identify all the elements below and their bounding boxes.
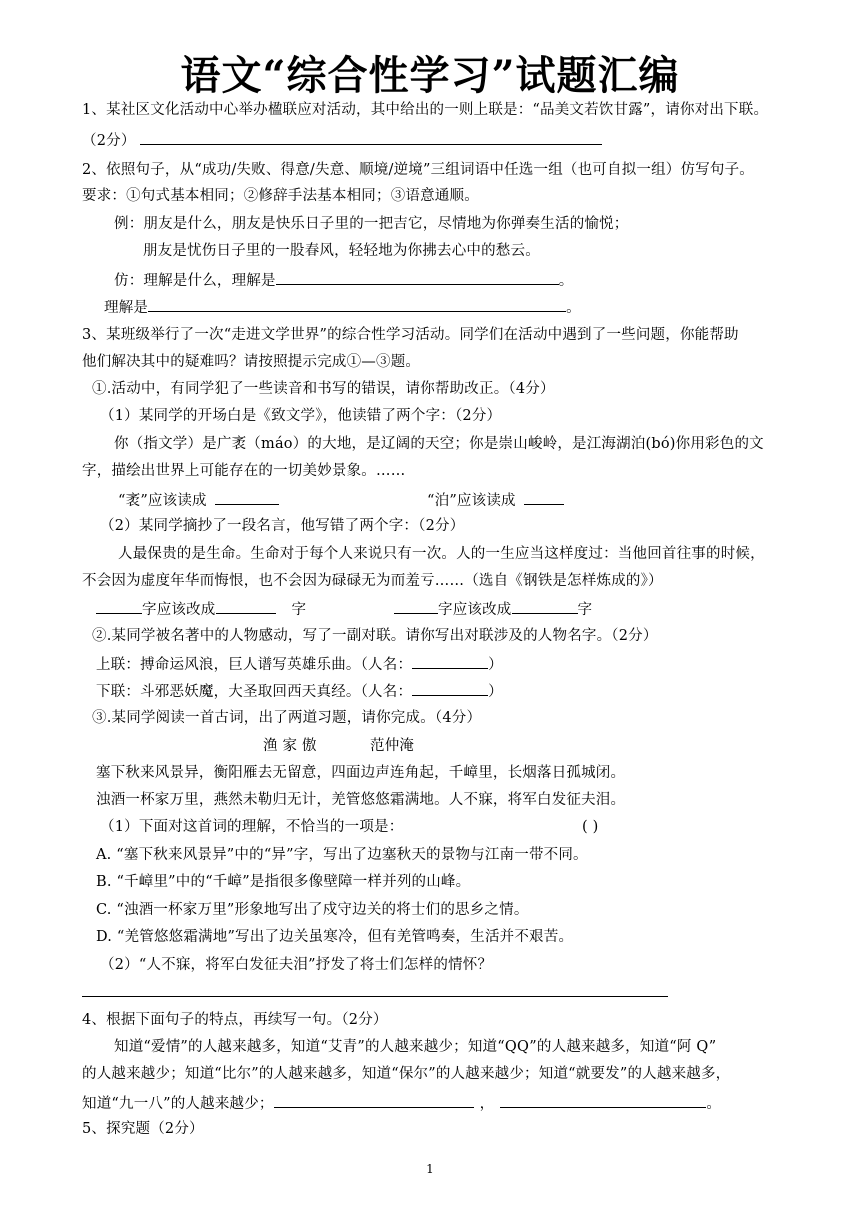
poem-line1: 塞下秋来风景异，衡阳雁去无留意，四面边声连角起，千嶂里，长烟落日孤城闭。: [96, 765, 626, 781]
q1-line2: [82, 129, 602, 151]
q3-intro2: 他们解决其中的疑难吗？请按照提示完成①—③题。: [82, 354, 421, 370]
q3-fix2-wrong-blank[interactable]: [394, 598, 438, 614]
q3-fix2-right-blank[interactable]: [512, 598, 578, 614]
q3-bo-label: “泊”应该读成: [427, 493, 516, 509]
q3-intro1: 3、某班级举行了一次“走进文学世界”的综合性学习活动。同学们在活动中遇到了一些问题，你能帮助: [82, 327, 739, 343]
q2-line2: 要求：①句式基本相同；②修辞手法基本相同；③语意通顺。: [82, 188, 479, 204]
q3-part1-text3: 人最保贵的是生命。生命对于每个人来说只有一次。人的一生应当这样度过：当他回首往事的时候，: [118, 546, 765, 562]
q3-part2-head: ②.某同学被名著中的人物感动，写了一副对联。请你写出对联涉及的人物名字。（2分）: [92, 628, 658, 644]
q5-head: 5、探究题（2分）: [82, 1121, 204, 1137]
q3-couplet2-blank[interactable]: [412, 680, 488, 696]
q3-part1-head: ①.活动中，有同学犯了一些读音和书写的错误，请你帮助改正。（4分）: [92, 381, 555, 397]
q3-mao-label: “袤”应该读成: [118, 493, 207, 509]
q4-blank1[interactable]: [274, 1092, 474, 1108]
q3-part3-q1-answer-paren[interactable]: ( ): [582, 819, 599, 835]
q3-part1-text2: 字，描绘出世界上可能存在的一切美妙景象。……: [82, 463, 406, 479]
q3-part3-head: ③.某同学阅读一首古词，出了两道习题，请你完成。（4分）: [92, 710, 482, 726]
q4-period: 。: [706, 1096, 722, 1112]
q4-text3: [82, 1092, 721, 1114]
q3-couplet1-blank[interactable]: [412, 653, 488, 669]
q3-part3-q2-answer-line[interactable]: [82, 996, 668, 997]
q3-part1-q2: （2）某同学摘抄了一段名言，他写错了两个字：（2分）: [100, 518, 465, 534]
poem-title: 渔 家 傲: [263, 738, 317, 754]
q3-fix1-mid: 字应该改成: [142, 602, 216, 618]
q2-imitate2-blank[interactable]: [148, 296, 566, 312]
page-number: 1: [426, 1162, 434, 1176]
q3-couplet1: [96, 653, 503, 675]
q4-head: 4、根据下面句子的特点，再续写一句。（2分）: [82, 1012, 388, 1028]
q3-bo-answer: [427, 489, 564, 511]
q3-couplet2-text: 下联：斗邪恶妖魔，大圣取回西天真经。（人名：: [96, 684, 413, 700]
q3-couplet2-close: ）: [488, 684, 503, 700]
q4-text1: 知道“爱情”的人越来越多，知道“艾青”的人越来越少；知道“QQ”的人越来越多，知道“阿 Q”: [114, 1039, 717, 1055]
page-title: 语文“综合性学习”试题汇编: [180, 52, 680, 99]
poem-author: 范仲淹: [370, 738, 415, 754]
q3-bo-blank[interactable]: [524, 489, 564, 505]
q3-part3-q2: （2）“人不寐，将军白发征夫泪”抒发了将士们怎样的情怀？: [100, 957, 493, 973]
q3-couplet1-text: 上联：搏命运风浪，巨人谱写英雄乐曲。（人名：: [96, 657, 413, 673]
q3-part1-text1: 你（指文学）是广袤（máo）的大地，是辽阔的天空；你是崇山峻岭，是江海湖泊(bó)你用彩色的文: [114, 436, 764, 452]
q2-imitate2-label: 理解是: [104, 300, 149, 316]
q3-part3-q1: （1）下面对这首词的理解，不恰当的一项是：: [100, 819, 404, 835]
q3-fix2-end: 字: [577, 602, 593, 618]
poem-line2: 浊酒一杯家万里，燕然未勒归无计，羌管悠悠霜满地。人不寐，将军白发征夫泪。: [96, 792, 626, 808]
q2-example1: 例：朋友是什么，朋友是快乐日子里的一把吉它，尽情地为你弹奏生活的愉悦；: [114, 216, 629, 232]
q3-part1-q1: （1）某同学的开场白是《致文学》，他读错了两个字：（2分）: [100, 408, 502, 424]
q4-text2: 的人越来越少；知道“比尔”的人越来越多，知道“保尔”的人越来越少；知道“就要发”的人越来越多，: [82, 1066, 731, 1082]
q2-imitate1-blank[interactable]: [276, 269, 559, 285]
q1-points: （2分）: [82, 133, 136, 149]
q3-fix1-end: 字: [291, 602, 307, 618]
q2-imitate2: [104, 296, 581, 318]
q3-mao-blank[interactable]: [215, 489, 279, 505]
q2-line1: 2、依照句子，从“成功/失败、得意/失意、顺境/逆境”三组词语中任选一组（也可自拟一组）仿写句子。: [82, 162, 755, 178]
option-c: C. “浊酒一杯家万里”形象地写出了戍守边关的将士们的思乡之情。: [96, 902, 529, 918]
q4-text3-prefix: 知道“九一八”的人越来越少；: [82, 1096, 274, 1112]
option-b: B. “千嶂里”中的“千嶂”是指很多像壁障一样并列的山峰。: [96, 874, 471, 890]
q3-fix1-right-blank[interactable]: [216, 598, 276, 614]
q2-imitate2-period: 。: [566, 300, 581, 316]
q3-fix1: [96, 598, 306, 620]
q3-fix2-mid: 字应该改成: [438, 602, 512, 618]
q3-mao-answer: [118, 489, 279, 511]
q2-example2: 朋友是忧伤日子里的一股春风，轻轻地为你拂去心中的愁云。: [143, 243, 540, 259]
q3-fix2: [394, 598, 592, 620]
q3-part1-text4: 不会因为虚度年华而悔恨，也不会因为碌碌无为而羞亏……（选自《钢铁是怎样炼成的》）: [82, 573, 663, 589]
q4-comma: ，: [479, 1096, 495, 1112]
q4-blank2[interactable]: [500, 1092, 706, 1108]
q2-imitate1-period: 。: [558, 273, 574, 289]
q3-couplet1-close: ）: [488, 657, 503, 673]
q1-answer-blank[interactable]: [140, 129, 602, 145]
option-a: A. “塞下秋来风景异”中的“异”字，写出了边塞秋天的景物与江南一带不同。: [96, 847, 588, 863]
q3-couplet2: [96, 680, 503, 702]
q2-imitate1-label: 仿：理解是什么，理解是: [114, 273, 276, 289]
q2-imitate1: [114, 269, 573, 291]
q1-line1: 1、某社区文化活动中心举办楹联应对活动，其中给出的一则上联是：“品美文若饮甘露”，请你对出下联。: [82, 102, 769, 118]
q3-fix1-wrong-blank[interactable]: [96, 598, 142, 614]
option-d: D. “羌管悠悠霜满地”写出了边关虽寒冷，但有羌管鸣奏，生活并不艰苦。: [96, 929, 574, 945]
